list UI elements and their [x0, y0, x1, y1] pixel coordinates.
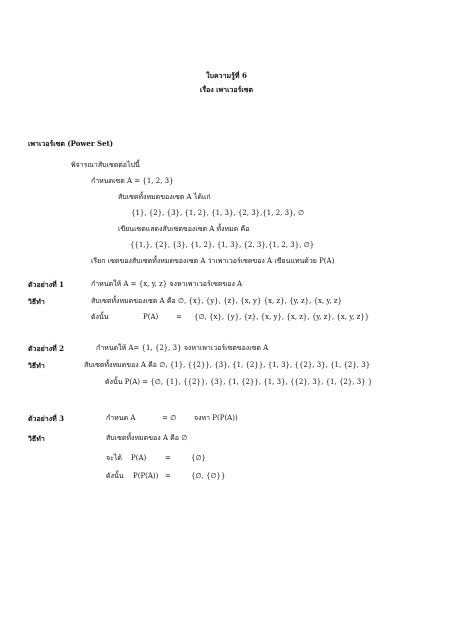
example-2-problem: กำหนดให้ A= {1, {2}, 3} จงหาเพาเวอร์เซตของเซต A	[96, 344, 269, 352]
example-3-therefore: ดังนั้น	[106, 472, 124, 480]
example-1-label: ตัวอย่างที่ 1	[28, 280, 65, 289]
example-1-solution-label: วิธีทำ	[28, 297, 45, 306]
example-1-therefore: ดังนั้น	[91, 313, 109, 321]
example-2-solution-label: วิธีทำ	[28, 361, 45, 370]
example-3-solution-label: วิธีทำ	[28, 434, 45, 443]
example-3-problem-eq: = ∅	[162, 414, 177, 422]
example-3-ppa-value: {∅, {∅}}	[191, 472, 226, 480]
example-1-result: {∅, {x}, {y}, {z}, {x, y}, {x, z}, {y, z}, {x, y, z}}	[194, 313, 370, 321]
example-3-so: จะได้	[106, 454, 122, 462]
example-2-solution-line: สับเซตทั้งหมดของ A คือ ∅, {1}, {{2}}, {3}, {1, {2}}, {1, 3}, {{2}, 3}, {1, {2}, 3}	[84, 361, 371, 369]
page-title: ใบความรู้ที่ 6	[206, 71, 247, 80]
example-3-problem-b: จงหา P(P(A))	[194, 414, 238, 422]
example-1-problem: กำหนดให้ A = {x, y, z} จงหาเพาเวอร์เซตของ A	[91, 280, 243, 288]
intro-line-3: สับเซตทั้งหมดของเซต A ได้แก่	[118, 193, 211, 201]
example-3-eq: =	[165, 454, 171, 462]
example-2-label: ตัวอย่างที่ 2	[28, 344, 65, 353]
page-subtitle: เรื่อง เพาเวอร์เซต	[199, 85, 254, 94]
section-heading: เพาเวอร์เซต (Power Set)	[28, 139, 114, 148]
example-3-problem-a: กำหนด A	[106, 414, 136, 422]
intro-line-4: {1}, {2}, {3}, {1, 2}, {1, 3}, {2, 3},{1, 2, 3}, ∅	[131, 209, 305, 217]
intro-line-7: เรียก เซตของสับเซตทั้งหมดของเซต A ว่าเพาเวอร์เซตของ A เขียนแทนด้วย P(A)	[91, 257, 335, 265]
example-1-eq: =	[176, 313, 182, 321]
example-1-pa: P(A)	[143, 313, 159, 321]
intro-line-5: เขียนเซตแสดงสับเซตของเซต A ทั้งหมด คือ	[118, 225, 250, 233]
intro-line-1: พิจารณาสับเซตต่อไปนี้	[71, 161, 140, 169]
example-3-pa-value: {∅}	[191, 454, 207, 462]
example-3-pa: P(A)	[131, 454, 147, 462]
intro-line-6: {{1,}, {2}, {3}, {1, 2}, {1, 3}, {2, 3},{1, 2, 3}, ∅}	[130, 241, 315, 249]
example-3-solution-line: สับเซตทั้งหมดของ A คือ ∅	[106, 434, 188, 442]
intro-line-2: กำหนดเซต A = {1, 2, 3}	[91, 177, 174, 185]
example-3-ppa: P(P(A))	[133, 472, 159, 480]
example-3-label: ตัวอย่างที่ 3	[28, 414, 65, 423]
example-3-ppa-eq: =	[165, 472, 171, 480]
example-1-solution-line: สับเซตทั้งหมดของเซต A คือ ∅, {x}, {y}, {z}, {x, y} {x, z}, {y, z}, {x, y, z}	[91, 297, 343, 305]
example-2-result: ดังนั้น P(A) = {∅, {1}, {{2}}, {3}, {1, {2}}, {1, 3}, {{2}, 3}, {1, {2}, 3} }	[105, 378, 373, 386]
